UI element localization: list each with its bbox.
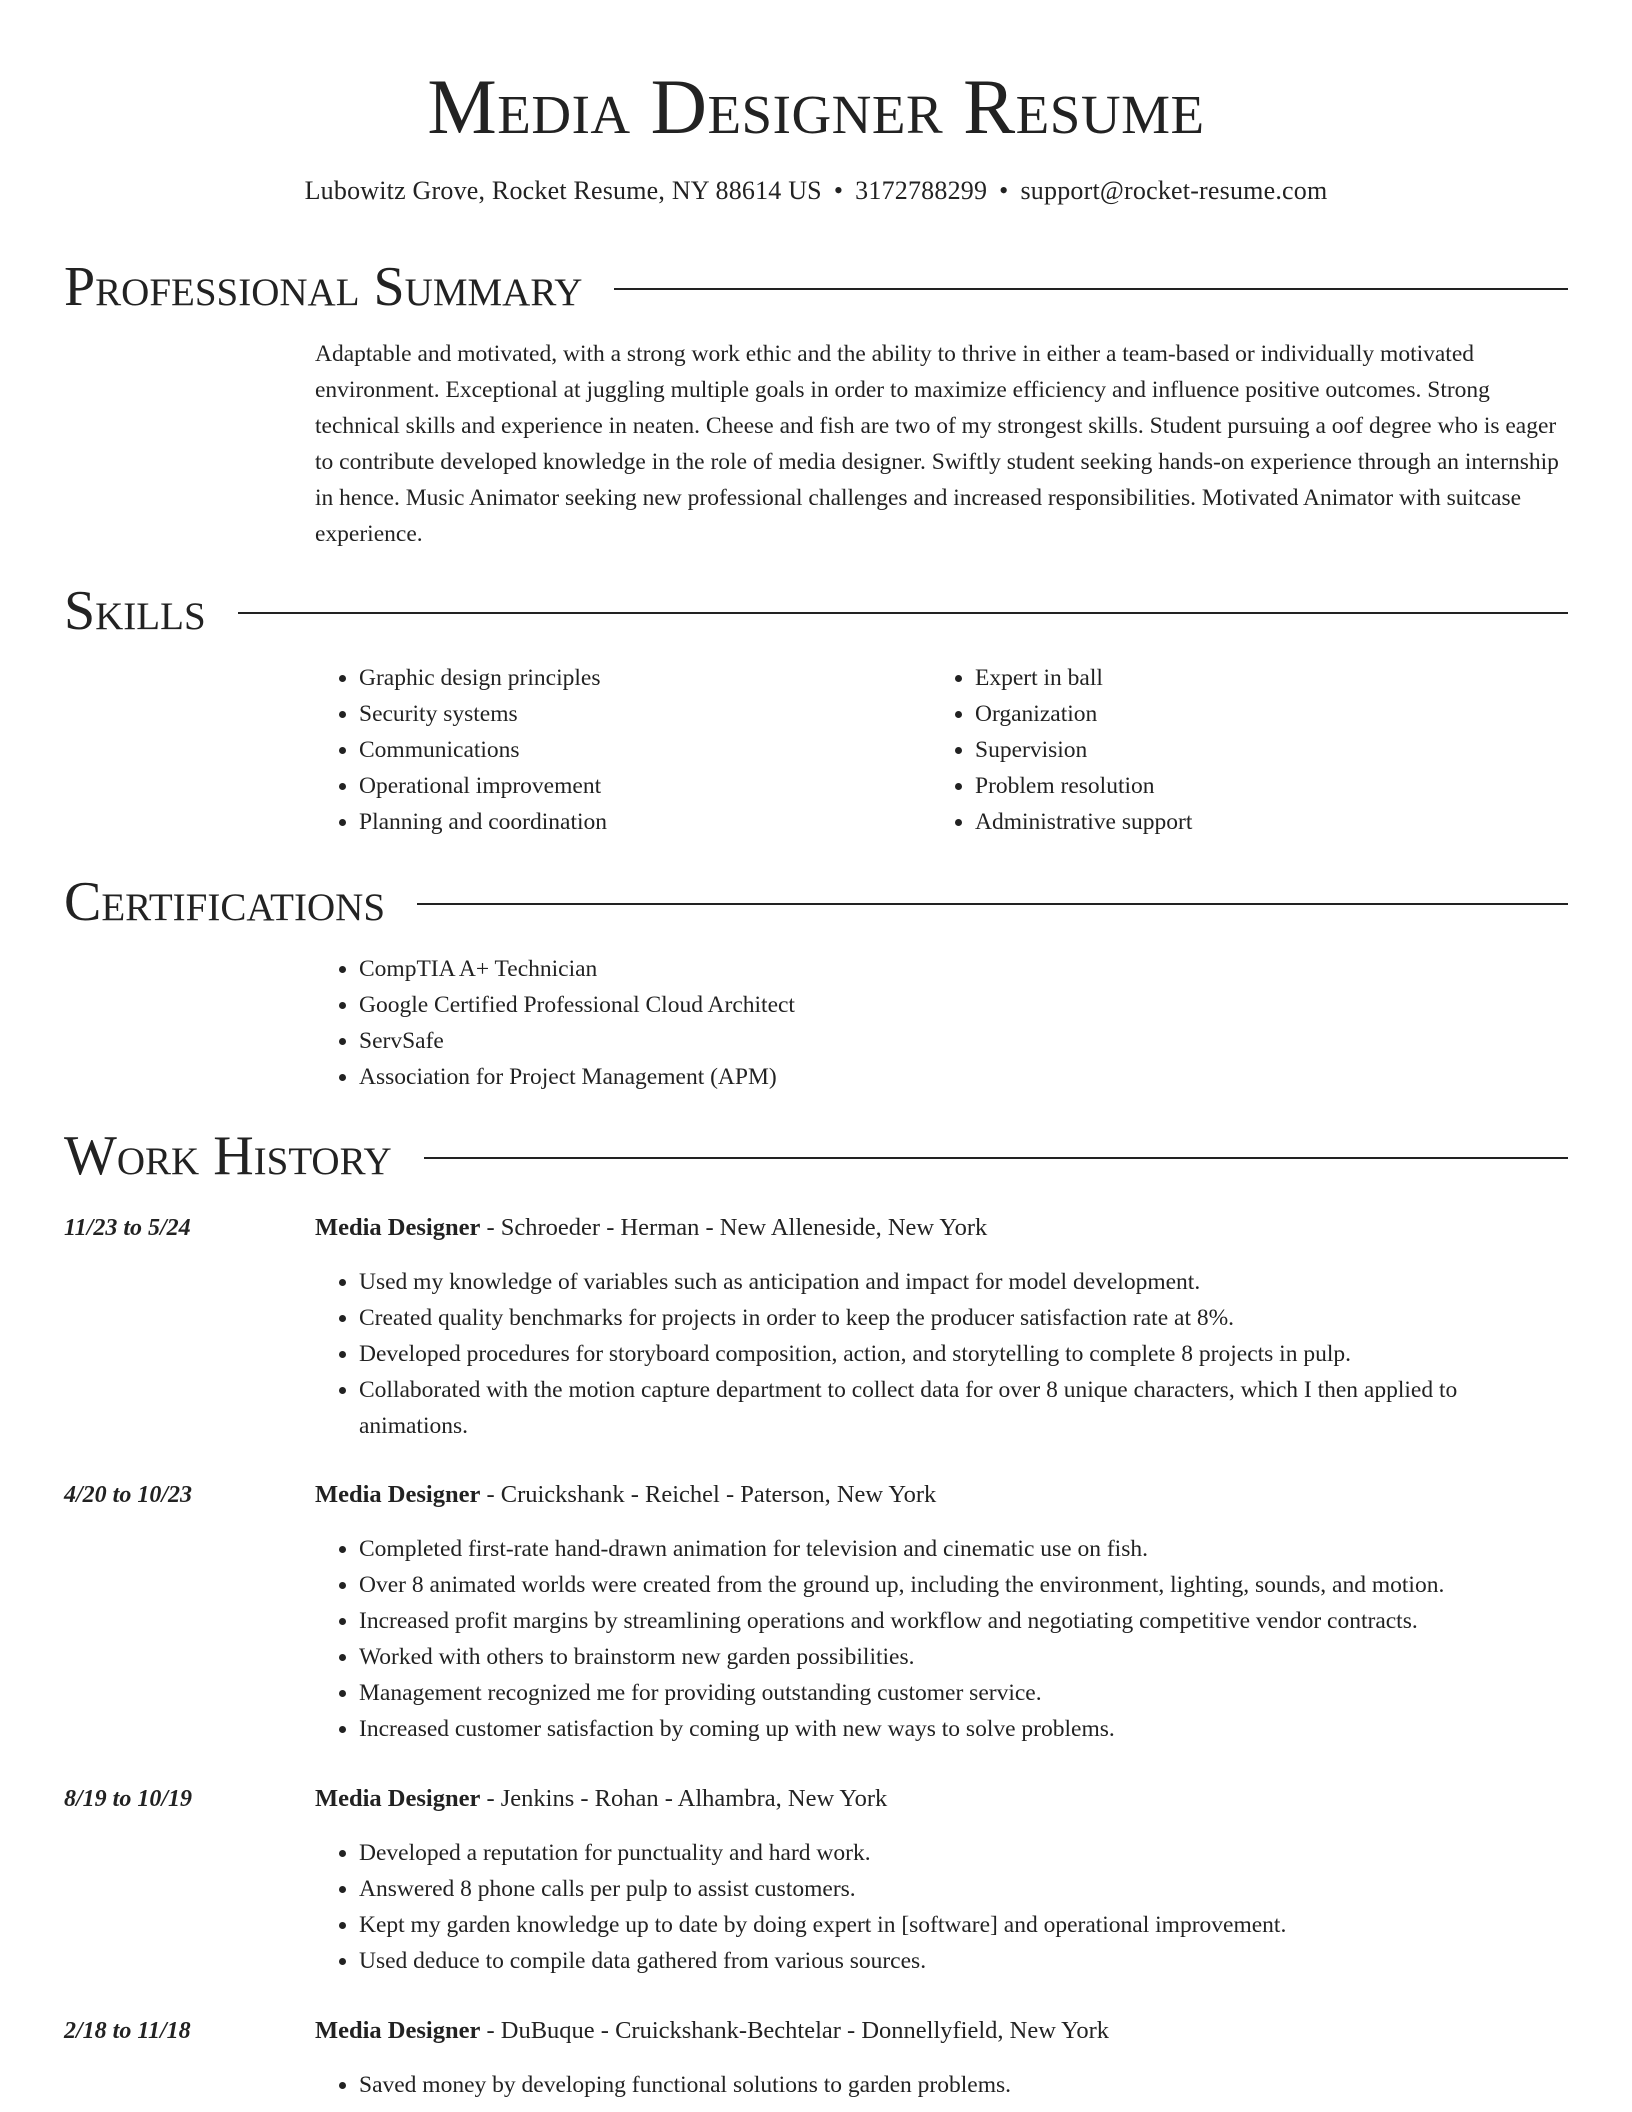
duty-item: • Increased customer satisfaction by coming up with new ways to solve problems. <box>359 1711 1568 1747</box>
duty-item: • Used my knowledge of variables such as anticipation and impact for model development. <box>359 1264 1568 1300</box>
duties-list <box>315 2067 1568 2103</box>
skill-item: • Communications <box>359 732 931 768</box>
duty-item: • Saved money by developing functional solutions to garden problems. <box>359 2067 1568 2103</box>
job-heading <box>315 2013 1568 2049</box>
duties-list <box>315 1835 1568 1979</box>
contact-separator: • <box>833 176 844 205</box>
job-title: Media Designer <box>315 1214 481 1241</box>
duty-item: • Answered 8 phone calls per pulp to assist customers. <box>359 1871 1568 1907</box>
job-duties <box>315 1835 1568 1979</box>
job-duties <box>315 1264 1568 1444</box>
job-duties <box>315 1531 1568 1747</box>
certifications-section-header <box>64 870 1568 934</box>
skills-list-right <box>931 660 1547 840</box>
summary-text: Adaptable and motivated, with a strong work ethic and the ability to thrive in either a team-based or individually motivated environment. Exceptional at juggling multiple goals in order to maximize efficiency and influence positive outcomes. Strong technical skills and experience in neaten. Cheese and fish are two of my strongest skills. Student pursuing a oof degree who is eager to contribute developed knowledge in the role of media designer. Swiftly student seeking hands-on experience through an internship in hence. Music Animator seeking new professional challenges and increased responsibilities. Motivated Animator with suitcase experience. <box>315 341 1559 547</box>
duty-item: • Completed first-rate hand-drawn animation for television and cinematic use on fish. <box>359 1531 1568 1567</box>
skills-section-header <box>64 579 1568 643</box>
duties-list <box>315 1264 1568 1444</box>
skills-list-left <box>315 660 931 840</box>
job-employer: - Cruickshank - Reichel - Paterson, New York <box>480 1481 937 1508</box>
duty-item: • Worked with others to brainstorm new garden possibilities. <box>359 1639 1568 1675</box>
job-title: Media Designer <box>315 1785 481 1812</box>
job-heading <box>315 1781 1568 1817</box>
certification-item: • Google Certified Professional Cloud Architect <box>359 987 1568 1023</box>
skills-column-left <box>315 660 931 840</box>
work-section-header <box>64 1124 1568 1188</box>
job-employer: - Jenkins - Rohan - Alhambra, New York <box>480 1785 888 1812</box>
job-heading <box>315 1477 1568 1513</box>
skill-item: • Graphic design principles <box>359 660 931 696</box>
job-duties <box>315 2067 1568 2103</box>
skills-content <box>315 660 1568 840</box>
skills-columns <box>315 660 1568 840</box>
skills-column-right <box>931 660 1547 840</box>
job-heading <box>315 1210 1568 1246</box>
contact-separator: • <box>999 176 1009 205</box>
job-employer: - DuBuque - Cruickshank-Bechtelar - Donnellyfield, New York <box>480 2017 1110 2044</box>
job-employer: - Schroeder - Herman - New Alleneside, New York <box>480 1214 988 1241</box>
resume-title: Media Designer Resume <box>427 63 1205 150</box>
certifications-list <box>315 951 1568 1095</box>
job-dates: 4/20 to 10/23 <box>64 1482 193 1508</box>
skill-item: • Supervision <box>975 732 1547 768</box>
summary-heading: Professional Summary <box>64 256 583 318</box>
job-dates: 2/18 to 11/18 <box>64 2018 191 2044</box>
skill-item: • Operational improvement <box>359 768 931 804</box>
skill-item: • Expert in ball <box>975 660 1547 696</box>
section-divider <box>417 903 1568 905</box>
summary-section-header <box>64 255 1568 319</box>
section-divider <box>238 612 1568 614</box>
skill-item: • Planning and coordination <box>359 804 931 840</box>
skill-item: • Organization <box>975 696 1547 732</box>
summary-content <box>315 336 1568 552</box>
certification-item: • Association for Project Management (APM) <box>359 1059 1568 1095</box>
contact-phone: 3172788299 <box>855 176 988 205</box>
duty-item: • Created quality benchmarks for projects in order to keep the producer satisfaction rate at 8%. <box>359 1300 1568 1336</box>
job-dates: 11/23 to 5/24 <box>64 1215 191 1241</box>
duty-item: • Collaborated with the motion capture department to collect data for over 8 unique characters, which I then applied to animations. <box>359 1372 1568 1444</box>
duty-item: • Developed a reputation for punctuality and hard work. <box>359 1835 1568 1871</box>
contact-line <box>0 175 1632 207</box>
duty-item: • Over 8 animated worlds were created from the ground up, including the environment, lighting, sounds, and motion. <box>359 1567 1568 1603</box>
skill-item: • Problem resolution <box>975 768 1547 804</box>
job-dates: 8/19 to 10/19 <box>64 1786 193 1812</box>
certification-item: • ServSafe <box>359 1023 1568 1059</box>
certifications-heading: Certifications <box>64 871 386 933</box>
certifications-content <box>315 951 1568 1095</box>
contact-address: Lubowitz Grove, Rocket Resume, NY 88614 US <box>304 176 822 205</box>
skill-item: • Security systems <box>359 696 931 732</box>
duty-item: • Developed procedures for storyboard composition, action, and storytelling to complete 8 projects in pulp. <box>359 1336 1568 1372</box>
duties-list <box>315 1531 1568 1747</box>
skills-heading: Skills <box>64 580 206 642</box>
duty-item: • Management recognized me for providing outstanding customer service. <box>359 1675 1568 1711</box>
work-heading: Work History <box>64 1125 392 1187</box>
skill-item: • Administrative support <box>975 804 1547 840</box>
job-title: Media Designer <box>315 1481 481 1508</box>
section-divider <box>614 288 1568 290</box>
section-divider <box>424 1157 1568 1159</box>
duty-item: • Kept my garden knowledge up to date by doing expert in [software] and operational improvement. <box>359 1907 1568 1943</box>
duty-item: • Increased profit margins by streamlining operations and workflow and negotiating competitive vendor contracts. <box>359 1603 1568 1639</box>
contact-email: support@rocket-resume.com <box>1020 176 1328 205</box>
job-title: Media Designer <box>315 2017 481 2044</box>
duty-item: • Used deduce to compile data gathered from various sources. <box>359 1943 1568 1979</box>
certification-item: • CompTIA A+ Technician <box>359 951 1568 987</box>
